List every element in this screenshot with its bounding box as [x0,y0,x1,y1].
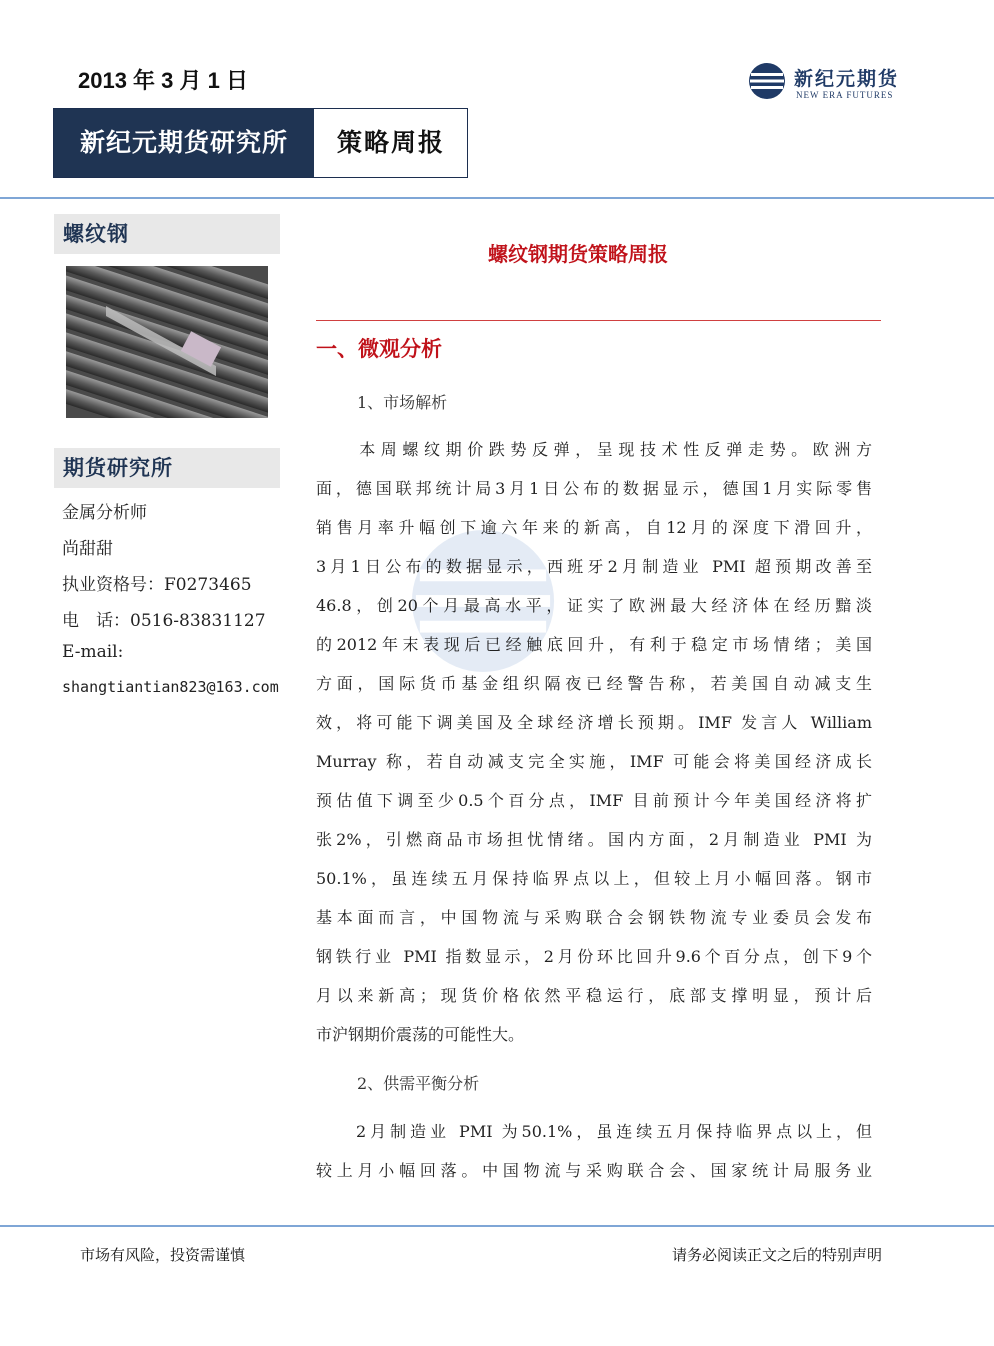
paragraph-line: 较上月小幅回落。中国物流与采购联合会、国家统计局服务业 [316,1161,872,1180]
paragraph-line: 预估值下调至少0.5个百分点，IMF 目前预计今年美国经济将扩 [316,791,872,810]
institute-heading: 期货研究所 [54,448,280,488]
report-banner [53,108,468,178]
institute-name: 新纪元期货研究所 [54,109,314,177]
title-divider [316,320,881,321]
subsection-heading: 1、市场解析 [357,393,448,412]
paragraph-line: 效，将可能下调美国及全球经济增长预期。IMF 发言人 William [316,713,872,732]
company-logo [748,62,928,106]
logo-text-en: NEW ERA FUTURES [796,90,894,100]
paragraph-line: Murray 称，若自动减支完全实施，IMF 可能会将美国经济成长 [316,752,872,771]
paragraph-line: 46.8，创20个月最高水平，证实了欧洲最大经济体在经历黯淡 [316,596,872,615]
paragraph-line: 方面，国际货币基金组织隔夜已经警告称，若美国自动减支生 [316,674,872,693]
header-divider [0,197,994,199]
phone-number: 电 话：0516-83831127 [62,611,266,631]
paragraph-line: 2月制造业 PMI 为50.1%，虽连续五月保持临界点以上，但 [316,1122,872,1141]
paragraph-line: 3月1日公布的数据显示，西班牙2月制造业 PMI 超预期改善至 [316,557,872,576]
analyst-name: 尚甜甜 [62,539,113,559]
product-heading: 螺纹钢 [54,214,280,254]
logo-text-cn: 新纪元期货 [794,68,900,90]
paragraph-line: 销售月率升幅创下逾六年来的新高，自12月的深度下滑回升， [316,518,872,537]
paragraph-line: 市沪钢期价震荡的可能性大。 [316,1025,525,1044]
report-date: 2013 年 3 月 1 日 [78,68,248,93]
logo-emblem-icon [748,62,786,100]
paragraph-line: 50.1%，虽连续五月保持临界点以上，但较上月小幅回落。钢市 [316,869,872,888]
paragraph-line: 面，德国联邦统计局3月1日公布的数据显示，德国1月实际零售 [316,479,872,498]
subsection-heading: 2、供需平衡分析 [357,1074,480,1093]
section-heading: 一、微观分析 [316,337,442,361]
paragraph-line: 的2012年末表现后已经触底回升，有利于稳定市场情绪；美国 [316,635,872,654]
rebar-photo [66,266,268,418]
statement-notice: 请务必阅读正文之后的特别声明 [672,1246,883,1264]
email-link[interactable]: shangtiantian823@163.com [62,678,279,696]
footer-divider [0,1225,994,1227]
paragraph-line: 钢铁行业 PMI 指数显示，2月份环比回升9.6个百分点，创下9个 [316,947,872,966]
analyst-title: 金属分析师 [62,503,147,523]
paragraph-line: 本周螺纹期价跌势反弹，呈现技术性反弹走势。欧洲方 [316,440,872,459]
paragraph-line: 张2%，引燃商品市场担忧情绪。国内方面，2月制造业 PMI 为 [316,830,872,849]
license-number: 执业资格号：F0273465 [62,575,252,595]
report-type: 策略周报 [315,109,467,177]
email-label: E-mail: [62,642,124,662]
document-title: 螺纹钢期货策略周报 [488,242,668,266]
risk-disclaimer: 市场有风险，投资需谨慎 [80,1246,246,1264]
paragraph-line: 基本面而言，中国物流与采购联合会钢铁物流专业委员会发布 [316,908,872,927]
paragraph-line: 月以来新高；现货价格依然平稳运行，底部支撑明显，预计后 [316,986,872,1005]
